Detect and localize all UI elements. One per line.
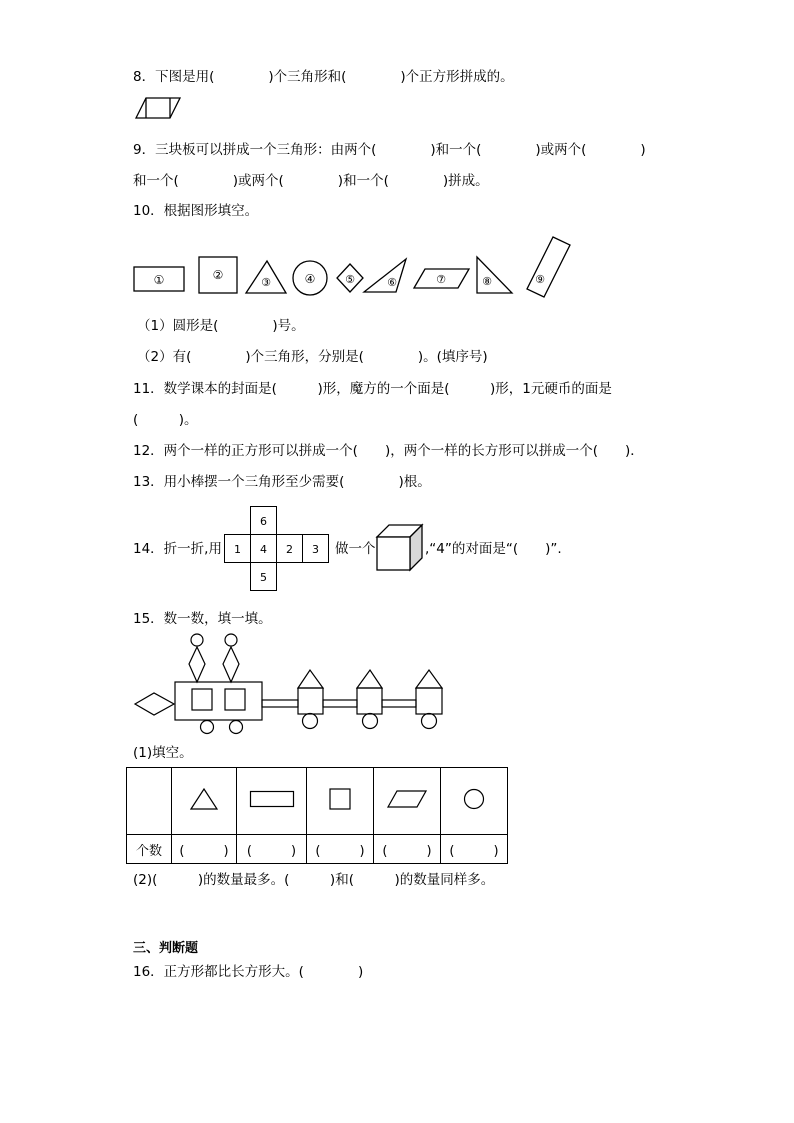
svg-text:②: ②: [212, 268, 224, 282]
question-9-line2: 和一个( )或两个( )和一个( )拼成。: [133, 173, 489, 189]
header-circle: [441, 768, 508, 835]
count-table: [126, 767, 508, 864]
blank-circle[interactable]: ( ): [441, 835, 508, 864]
question-8: 8．下图是用( )个三角形和( )个正方形拼成的。: [133, 69, 514, 85]
question-10: 10．根据图形填空。: [133, 203, 259, 219]
question-14-text-b: 做一个: [335, 541, 376, 557]
question-14-text-c: ,“4”的对面是“( )”.: [425, 541, 562, 557]
blank-parallelogram[interactable]: ( ): [374, 835, 441, 864]
question-12: 12．两个一样的正方形可以拼成一个( )，两个一样的长方形可以拼成一个( )．: [133, 443, 644, 459]
blank-square[interactable]: ( ): [307, 835, 374, 864]
parallelogram-icon: [387, 789, 427, 809]
question-15: 15．数一数，填一填。: [133, 611, 272, 627]
question-10-1: （1）圆形是( )号。: [137, 318, 305, 334]
svg-text:④: ④: [304, 272, 316, 286]
shape-1-rectangle: [134, 267, 184, 291]
header-square: [307, 768, 374, 835]
shape-6-triangle: [364, 259, 406, 292]
question-13: 13．用小棒摆一个三角形至少需要( )根。: [133, 474, 431, 490]
shape-5-diamond: [337, 264, 363, 292]
question-10-2: （2）有( )个三角形，分别是( )。(填序号): [137, 349, 488, 365]
question-16: 16．正方形都比长方形大。( ): [133, 964, 364, 980]
svg-text:⑤: ⑤: [345, 273, 355, 286]
q10-shapes: [130, 235, 575, 300]
question-14-text-a: 14．折一折,用: [133, 541, 222, 557]
shape-9-rectangle: [527, 237, 570, 297]
shape-7-parallelogram: [414, 269, 469, 288]
header-rectangle: [237, 768, 307, 835]
blank-triangle[interactable]: ( ): [172, 835, 237, 864]
shape-2-square: [199, 257, 237, 293]
blank-rectangle[interactable]: ( ): [237, 835, 307, 864]
net-face-3: 3: [312, 543, 319, 556]
svg-text:①: ①: [153, 273, 165, 287]
train-figure: [130, 630, 450, 738]
circle-icon: [462, 787, 486, 811]
svg-text:③: ③: [261, 276, 271, 289]
shape-4-circle: [293, 261, 327, 295]
question-11-line1: 11．数学课本的封面是( )形，魔方的一个面是( )形，1元硬币的面是: [133, 381, 612, 397]
svg-text:⑥: ⑥: [387, 276, 397, 289]
svg-text:⑦: ⑦: [436, 273, 446, 286]
net-face-top: 6: [260, 515, 267, 528]
cube-figure: [376, 524, 426, 572]
net-face-4: 4: [260, 543, 267, 556]
question-15-1: (1)填空。: [133, 745, 193, 761]
header-parallelogram: [374, 768, 441, 835]
shape-8-triangle: [477, 257, 512, 293]
net-face-2: 2: [286, 543, 293, 556]
square-icon: [328, 787, 352, 811]
net-face-1: 1: [234, 543, 241, 556]
cube-net: [224, 506, 330, 592]
row-label: 个数: [127, 835, 172, 864]
question-11-line2: ( )。: [133, 412, 198, 428]
header-triangle: [172, 768, 237, 835]
q8-figure: [136, 96, 186, 120]
shape-3-triangle: [246, 261, 286, 293]
question-9-line1: 9．三块板可以拼成一个三角形：由两个( )和一个( )或两个( ): [133, 142, 646, 158]
svg-text:⑨: ⑨: [535, 273, 545, 286]
rectangle-icon: [249, 790, 295, 808]
net-face-bottom: 5: [260, 571, 267, 584]
question-15-2: (2)( )的数量最多。( )和( )的数量同样多。: [133, 872, 495, 888]
svg-text:⑧: ⑧: [482, 275, 492, 288]
section-heading: 三、判断题: [133, 941, 199, 956]
table-corner-cell: [127, 768, 172, 835]
triangle-icon: [189, 786, 219, 812]
